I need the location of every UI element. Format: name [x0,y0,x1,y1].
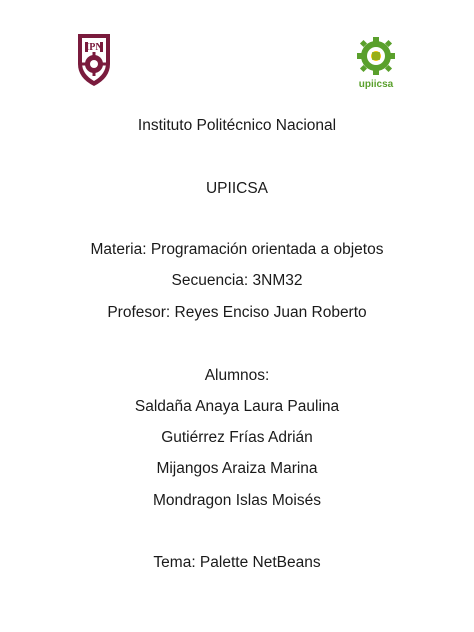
students-heading: Alumnos: [204,367,270,384]
school-name: UPIICSA [205,180,268,197]
ipn-logo-icon [74,30,114,88]
topic-line: Tema: Palette NetBeans [153,554,321,571]
upiicsa-logo-icon [352,36,400,90]
ipn-logo-text: IPN [85,42,103,53]
sequence-line: Secuencia: 3NM32 [171,272,303,289]
professor-line: Profesor: Reyes Enciso Juan Roberto [107,304,367,321]
upiicsa-logo-text: upiicsa [358,79,394,90]
student-name: Gutiérrez Frías Adrián [161,429,313,446]
student-name: Saldaña Anaya Laura Paulina [134,398,340,415]
institution-name: Instituto Politécnico Nacional [137,117,337,134]
student-name: Mijangos Araiza Marina [156,460,318,477]
student-name: Mondragon Islas Moisés [153,492,321,509]
subject-line: Materia: Programación orientada a objetos [90,241,384,258]
